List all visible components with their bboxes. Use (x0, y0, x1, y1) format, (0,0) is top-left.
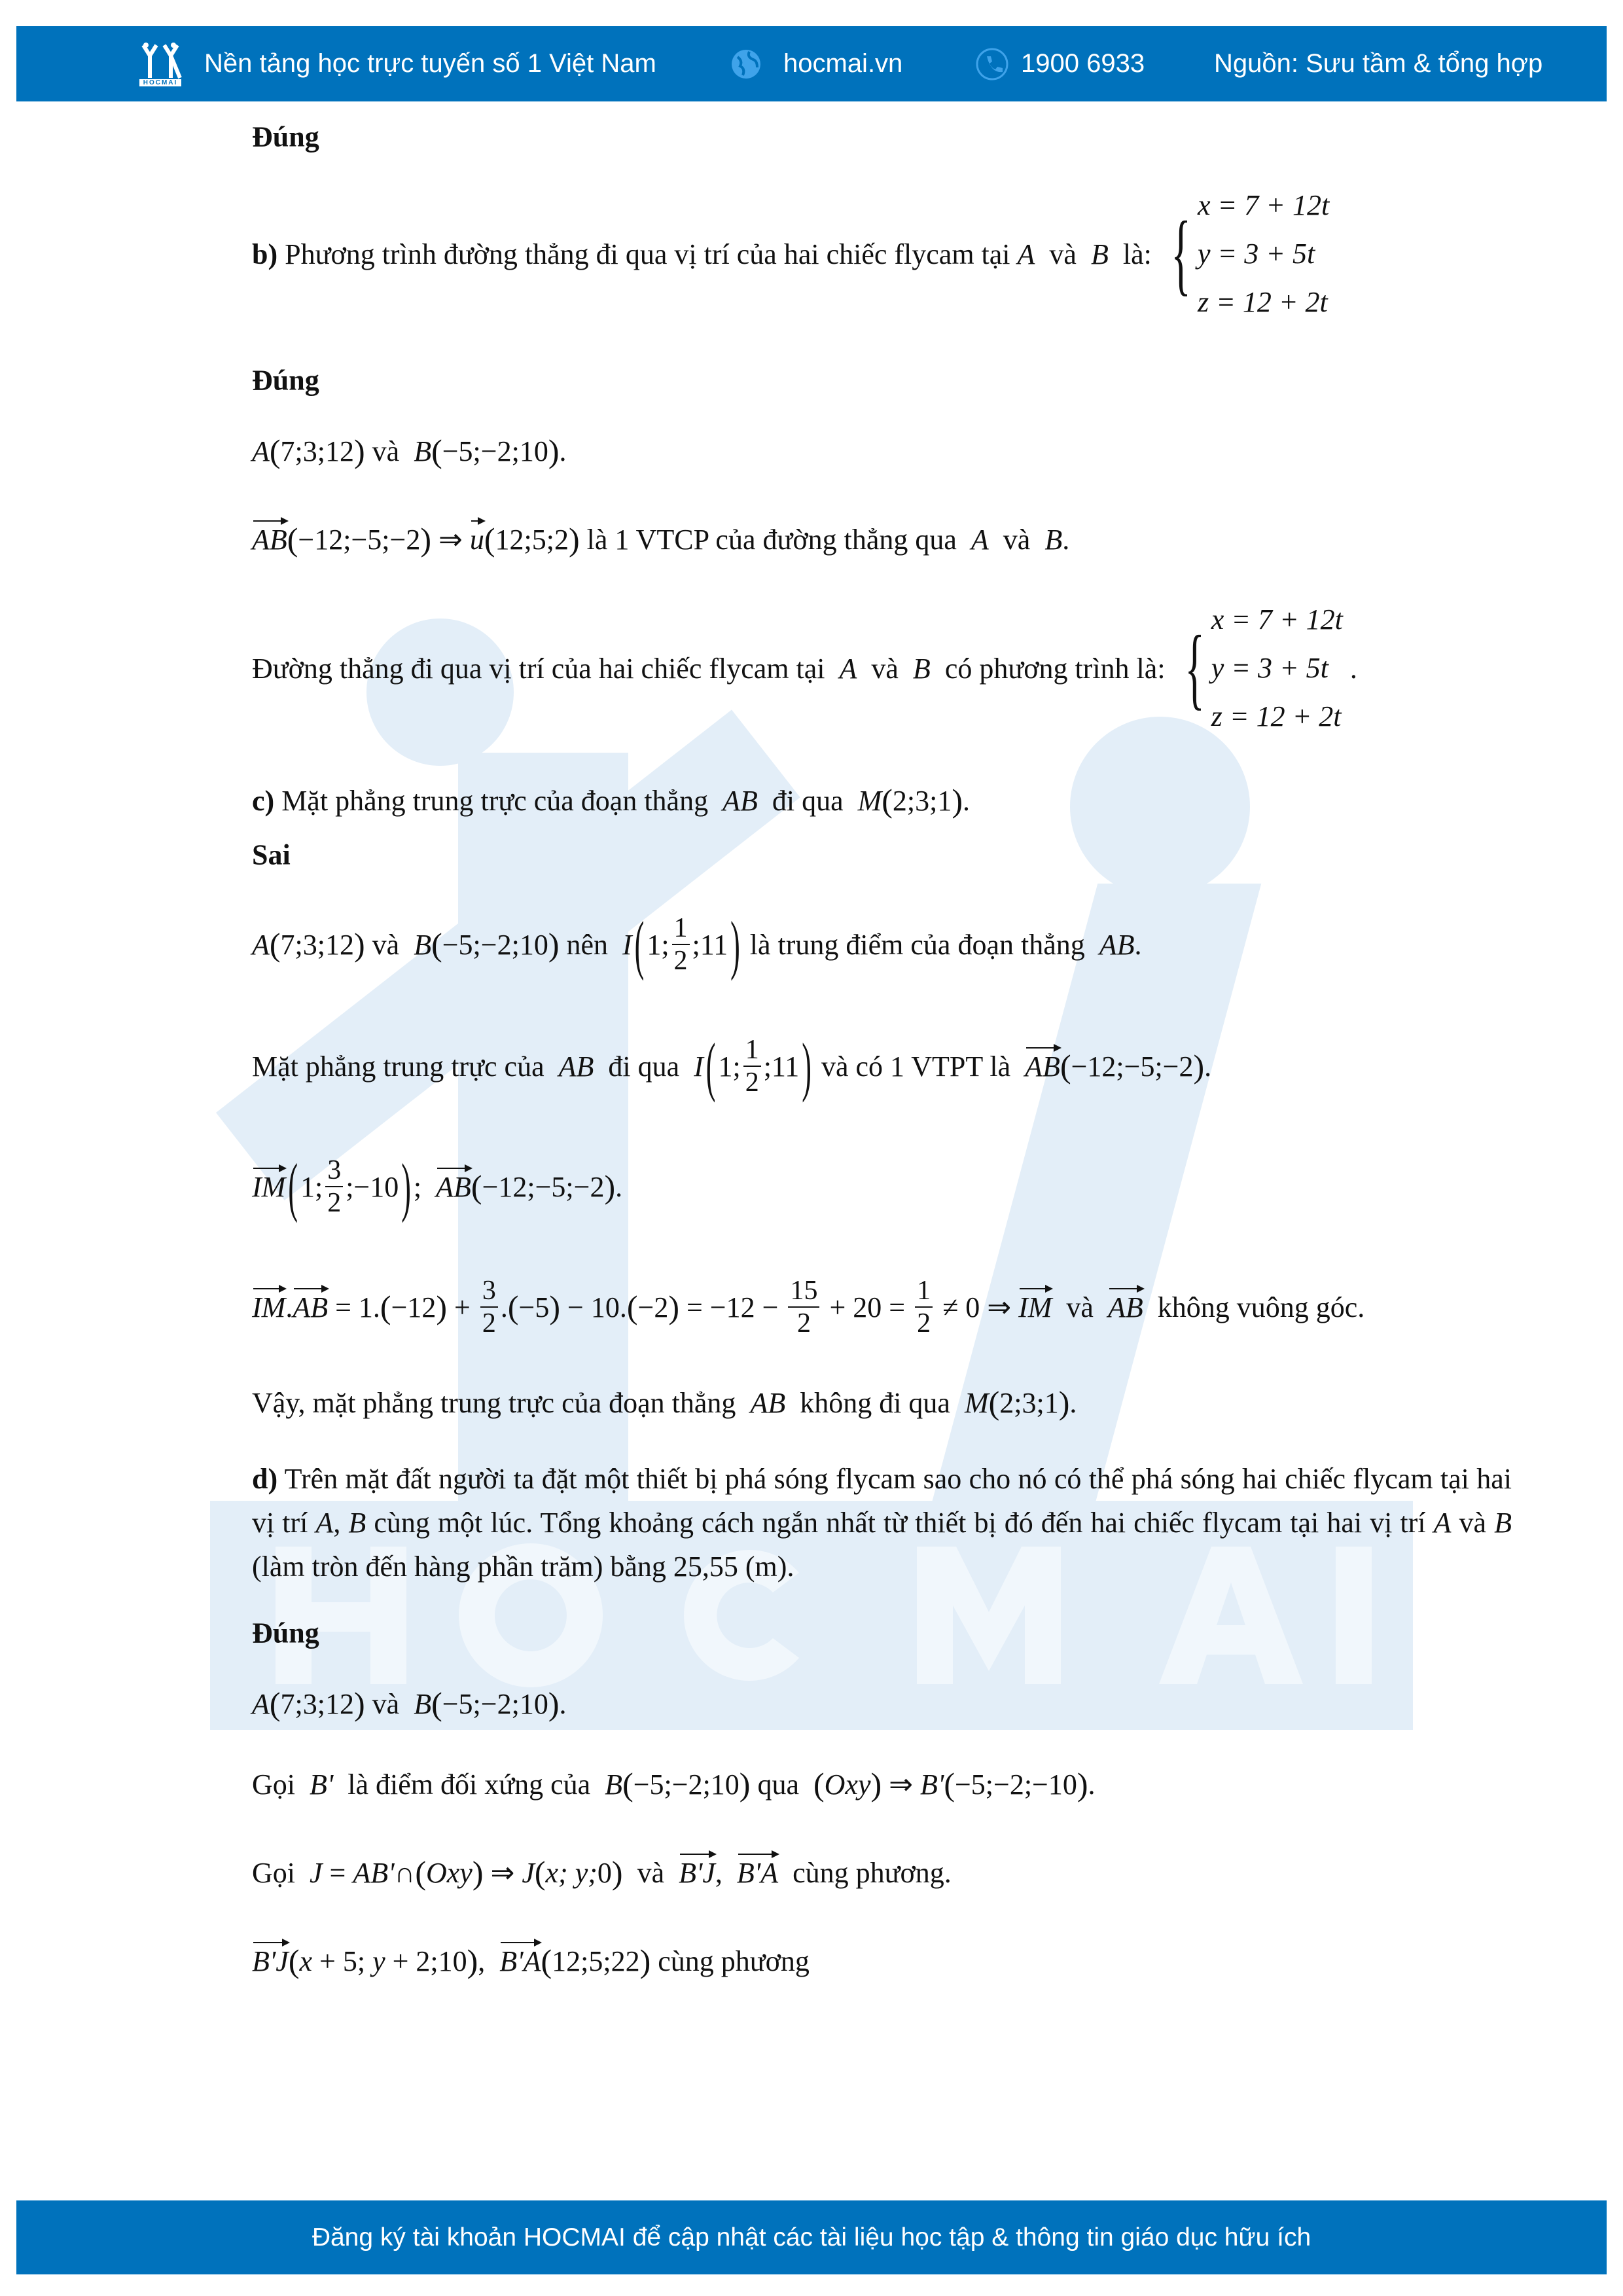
bold-label: d) (252, 1463, 278, 1495)
math-symbol: J (522, 1856, 535, 1889)
parenthesis: ( (484, 521, 495, 558)
text-segment: và (622, 1856, 679, 1889)
solution-line (252, 520, 1069, 558)
math-symbol: A (252, 928, 270, 961)
globe-icon (730, 26, 762, 101)
text-segment: ;−10 (346, 1170, 399, 1203)
text-segment: đi qua (757, 784, 858, 817)
text-segment: là 1 VTCP của đường thẳng qua (579, 523, 971, 556)
system-rows (1211, 596, 1343, 741)
text-segment: −12;−5;−2 (482, 1170, 605, 1203)
parenthesis: ) (436, 1289, 448, 1325)
parenthesis: ) (568, 521, 580, 558)
solution-line (252, 596, 1357, 741)
text-segment: + 5; (312, 1945, 373, 1977)
text-segment: 2;3;1 (999, 1386, 1059, 1419)
text-segment: , (478, 1945, 500, 1977)
parenthesis: ) (952, 782, 963, 819)
text-segment: . (1062, 523, 1070, 556)
math-symbol: A (252, 1687, 270, 1720)
text-segment: và (365, 435, 414, 467)
vector-symbol: AB (436, 1170, 471, 1203)
text-segment: Đường thẳng đi qua vị trí của hai chiếc flycam tại (252, 652, 840, 685)
math-symbol: y (372, 1945, 385, 1977)
text-segment: 0 (597, 1856, 612, 1889)
math-symbol: M (857, 784, 882, 817)
math-symbol: M (964, 1386, 989, 1419)
text-segment: −5 (518, 1291, 550, 1323)
math-symbol: A (839, 652, 857, 685)
vector-symbol: AB (1025, 1050, 1060, 1083)
text-segment: Mặt phẳng trung trực của đoạn thẳng (274, 784, 723, 817)
text-segment: Vậy, mặt phẳng trung trực của đoạn thẳng (252, 1386, 751, 1419)
text-segment: 1; (647, 928, 669, 961)
text-segment: cùng một lúc. Tổng khoảng cách ngắn nhất từ thiết bị đó đến hai chiếc flycam tại hai vị trí (366, 1507, 1434, 1539)
text-segment: . (615, 1170, 623, 1203)
parenthesis: ( (269, 1685, 281, 1722)
parenthesis: ) (870, 1766, 882, 1803)
text-segment: là: (1108, 238, 1159, 270)
math-symbol: B (912, 652, 931, 685)
fraction-numerator: 1 (915, 1275, 933, 1308)
bold-label: Đúng (252, 364, 319, 397)
parenthesis: ) (1077, 1766, 1088, 1803)
text-segment: . (963, 784, 971, 817)
text-segment: = (322, 1856, 353, 1889)
part-d-statement (252, 1457, 1512, 1588)
parenthesis: ) (611, 1854, 623, 1891)
website-link[interactable]: hocmai.vn (783, 49, 903, 78)
parenthesis: ( (534, 1854, 546, 1891)
text-segment: , (715, 1856, 737, 1889)
math-symbol: B (605, 1768, 623, 1801)
math-symbol: Oxy (425, 1856, 473, 1889)
fraction-numerator: 1 (743, 1034, 761, 1067)
system-equation: y = 3 + 5t (1211, 652, 1329, 684)
tall-parenthesis: ( (288, 1149, 298, 1224)
text-segment: −5;−2;10 (442, 435, 548, 467)
text-segment: (làm tròn đến hàng phần trăm) bằng 25,55 (m). (252, 1551, 794, 1583)
tall-parenthesis: ( (634, 907, 645, 982)
parenthesis: ( (622, 1766, 633, 1803)
text-segment: và (857, 652, 913, 685)
text-segment: ≠ 0 ⇒ (935, 1291, 1019, 1323)
text-segment: . (500, 1291, 508, 1323)
fraction-denominator: 2 (917, 1308, 931, 1338)
header-slogan: Nền tảng học trực tuyến số 1 Việt Nam (204, 49, 656, 78)
parenthesis: ) (354, 1685, 365, 1722)
math-symbol: x; y; (545, 1856, 597, 1889)
text-segment: 7;3;12 (280, 928, 354, 961)
text-segment: 2;3;1 (892, 784, 952, 817)
system-equation: y = 3 + 5t (1198, 238, 1315, 270)
parenthesis: ) (420, 521, 431, 558)
solution-line (252, 907, 1142, 982)
parenthesis: ( (813, 1766, 825, 1803)
math-symbol: B (348, 1507, 366, 1539)
math-symbol: B (414, 435, 432, 467)
parenthesis: ) (472, 1854, 484, 1891)
text-segment: Gọi (252, 1856, 310, 1889)
footer-text[interactable]: Đăng ký tài khoản HOCMAI để cập nhật các tài liệu học tập & thông tin giáo dục hữu ích (312, 2223, 1311, 2251)
math-symbol: I (694, 1050, 704, 1083)
text-segment: ; (413, 1170, 437, 1203)
text-segment: Gọi (252, 1768, 310, 1801)
fraction-denominator: 2 (745, 1067, 759, 1098)
solution-line (252, 181, 1329, 327)
text-segment: cùng phương (651, 1945, 810, 1977)
math-symbol: I (622, 928, 632, 961)
text-segment: −12;−5;−2 (1071, 1050, 1194, 1083)
parenthesis: ) (1058, 1384, 1070, 1421)
solution-line (252, 1685, 566, 1723)
solution-line (252, 120, 319, 154)
solution-line (252, 1029, 1212, 1103)
text-segment: ;11 (692, 928, 728, 961)
vector-symbol: IM (252, 1291, 286, 1323)
text-segment: Phương trình đường thẳng đi qua vị trí của hai chiếc flycam tại (277, 238, 1018, 270)
parenthesis: ( (882, 782, 893, 819)
parenthesis: ) (354, 926, 365, 963)
fraction-numerator: 3 (325, 1155, 343, 1187)
fraction-denominator: 2 (482, 1308, 496, 1338)
math-symbol: Oxy (824, 1768, 871, 1801)
vector-symbol: B'J (252, 1945, 289, 1977)
vector-symbol: B'J (679, 1856, 715, 1889)
fraction (325, 1155, 343, 1219)
parenthesis: ) (639, 1943, 651, 1979)
solution-line (252, 838, 291, 872)
parenthesis: ) (354, 433, 365, 469)
text-segment: 1; (300, 1170, 323, 1203)
text-segment: qua (750, 1768, 813, 1801)
text-segment: . (1069, 1386, 1077, 1419)
parenthesis: ( (988, 1384, 1000, 1421)
parenthesis: ) (548, 433, 560, 469)
fraction-numerator: 15 (788, 1275, 819, 1308)
system-equation: x = 7 + 12t (1211, 603, 1343, 636)
math-symbol: AB' (353, 1856, 395, 1889)
solution-line (252, 781, 970, 819)
parenthesis: ( (288, 1943, 300, 1979)
text-segment: 12;5;22 (552, 1945, 640, 1977)
vector-symbol: u (469, 523, 484, 556)
text-segment: nên (559, 928, 622, 961)
fraction-denominator: 2 (673, 946, 688, 976)
solution-line (252, 1942, 810, 1980)
tall-parenthesis: ) (802, 1029, 812, 1103)
text-segment: −5;−2;10 (442, 1687, 548, 1720)
math-symbol: AB (722, 784, 758, 817)
parenthesis: ( (431, 433, 442, 469)
watermark-circle-right (1070, 717, 1250, 897)
text-segment: . (1088, 1768, 1096, 1801)
math-symbol: B' (310, 1768, 334, 1801)
text-segment: 1; (718, 1050, 741, 1083)
text-segment: không vuông góc. (1143, 1291, 1365, 1323)
text-segment: và có 1 VTPT là (813, 1050, 1026, 1083)
logo-text: HOCMAI (139, 79, 182, 86)
fraction (915, 1275, 933, 1339)
vector-symbol: B'A (736, 1856, 779, 1889)
fraction-numerator: 3 (480, 1275, 498, 1308)
fraction-numerator: 1 (672, 912, 690, 945)
vector-symbol: AB (293, 1291, 329, 1323)
parenthesis: ( (626, 1289, 638, 1325)
vector-symbol: AB (252, 523, 287, 556)
solution-line (252, 364, 319, 397)
text-segment: . (1134, 928, 1142, 961)
math-symbol: AB (558, 1050, 594, 1083)
text-segment: và (1035, 238, 1091, 270)
math-symbol: A (252, 435, 270, 467)
parenthesis: ( (269, 433, 281, 469)
text-segment: . (559, 435, 567, 467)
text-segment: 7;3;12 (280, 1687, 354, 1720)
system-rows (1198, 181, 1329, 327)
left-brace: { (1185, 617, 1205, 719)
parenthesis: ) (548, 926, 560, 963)
math-symbol: B (414, 1687, 432, 1720)
left-brace: { (1171, 203, 1191, 304)
math-symbol: B (414, 928, 432, 961)
text-segment: ⇒ (431, 523, 470, 556)
parenthesis: ) (668, 1289, 679, 1325)
text-segment: −12;−5;−2 (298, 523, 421, 556)
math-symbol: B (1494, 1507, 1512, 1539)
text-segment: ∩ (394, 1856, 416, 1889)
solution-line (252, 1617, 319, 1650)
footer-bar (16, 2200, 1607, 2274)
fraction-denominator: 2 (327, 1188, 342, 1218)
vector-symbol: IM (1018, 1291, 1052, 1323)
header-bar (16, 26, 1607, 101)
source-note: Nguồn: Sưu tầm & tổng hợp (1214, 49, 1543, 78)
text-segment: . (559, 1687, 567, 1720)
solution-line (252, 1149, 623, 1224)
tall-parenthesis: ) (401, 1149, 411, 1224)
text-segment: −2 (637, 1291, 669, 1323)
text-segment: ⇒ (483, 1856, 522, 1889)
fraction (788, 1275, 819, 1339)
math-symbol: x (299, 1945, 313, 1977)
text-segment: là trung điểm của đoạn thẳng (742, 928, 1099, 961)
parenthesis: ( (507, 1289, 519, 1325)
text-segment: −5;−2;10 (633, 1768, 740, 1801)
text-segment: −5;−2;10 (442, 928, 548, 961)
math-symbol: AB (750, 1386, 786, 1419)
vector-symbol: B'A (499, 1945, 541, 1977)
math-symbol: A (1017, 238, 1035, 270)
parenthesis: ( (415, 1854, 426, 1891)
math-symbol: B (1044, 523, 1063, 556)
phone-number[interactable]: 1900 6933 (1021, 49, 1145, 78)
text-segment: ;11 (763, 1050, 800, 1083)
text-segment: và (1451, 1507, 1495, 1539)
system-equation: z = 12 + 2t (1211, 700, 1342, 732)
text-segment: và (365, 1687, 414, 1720)
phone-icon (975, 26, 1009, 101)
math-symbol: B (1090, 238, 1109, 270)
math-symbol: J (310, 1856, 323, 1889)
parenthesis: ( (287, 521, 298, 558)
text-segment: và (365, 928, 414, 961)
solution-line (252, 1384, 1077, 1422)
equation-system (1173, 596, 1343, 741)
vector-symbol: IM (252, 1170, 286, 1203)
solution-line (252, 1854, 952, 1892)
text-segment: 7;3;12 (280, 435, 354, 467)
parenthesis: ( (431, 926, 442, 963)
parenthesis: ) (549, 1289, 561, 1325)
text-segment: và (988, 523, 1045, 556)
text-segment: là điểm đối xứng của (333, 1768, 605, 1801)
system-equation: z = 12 + 2t (1198, 286, 1328, 318)
parenthesis: ) (739, 1766, 751, 1803)
text-segment: + 2;10 (385, 1945, 467, 1977)
text-segment: Trên mặt đất người ta đặt một thiết bị phá sóng flycam sao cho nó có thể phá sóng hai chiếc flycam tại hai vị trí (252, 1463, 1512, 1539)
text-segment: −5;−2;−10 (954, 1768, 1077, 1801)
text-segment: và (1052, 1291, 1108, 1323)
math-symbol: A (971, 523, 989, 556)
text-segment: . (1204, 1050, 1212, 1083)
equation-system (1159, 181, 1329, 327)
math-symbol: B' (920, 1768, 944, 1801)
bold-label: b) (252, 238, 278, 270)
parenthesis: ) (604, 1168, 616, 1205)
text-segment: Mặt phẳng trung trực của (252, 1050, 559, 1083)
tall-parenthesis: ( (705, 1029, 716, 1103)
text-segment: có phương trình là: (930, 652, 1173, 685)
bold-label: c) (252, 784, 275, 817)
vector-symbol: AB (1107, 1291, 1143, 1323)
text-segment: + 20 = (822, 1291, 913, 1323)
text-segment: , (333, 1507, 349, 1539)
math-symbol: A (315, 1507, 334, 1539)
bold-label: Sai (252, 838, 291, 871)
fraction (672, 912, 690, 977)
math-symbol: AB (1099, 928, 1135, 961)
parenthesis: ) (1193, 1048, 1205, 1085)
fraction-denominator: 2 (796, 1308, 811, 1338)
bold-label: Đúng (252, 120, 319, 153)
solution-line (252, 1765, 1096, 1803)
text-segment: cùng phương. (778, 1856, 952, 1889)
parenthesis: ) (548, 1685, 560, 1722)
parenthesis: ( (944, 1766, 955, 1803)
text-segment: −12 (391, 1291, 437, 1323)
text-segment: + (447, 1291, 478, 1323)
text-segment: = 1. (328, 1291, 380, 1323)
bold-label: Đúng (252, 1617, 319, 1649)
fraction (480, 1275, 498, 1339)
fraction (743, 1034, 761, 1098)
text-segment: = −12 − (679, 1291, 786, 1323)
text-segment: − 10. (560, 1291, 627, 1323)
text-segment: . (1342, 652, 1357, 685)
parenthesis: ( (471, 1168, 482, 1205)
system-equation: x = 7 + 12t (1198, 189, 1330, 221)
hocmai-logo[interactable] (134, 26, 187, 101)
solution-line (252, 1275, 1364, 1339)
math-symbol: A (1433, 1507, 1452, 1539)
logo-figure-icon (134, 41, 187, 79)
parenthesis: ( (1060, 1048, 1071, 1085)
text-segment: 12;5;2 (495, 523, 569, 556)
parenthesis: ( (541, 1943, 552, 1979)
parenthesis: ( (431, 1685, 442, 1722)
tall-parenthesis: ) (730, 907, 740, 982)
parenthesis: ( (269, 926, 281, 963)
text-segment: đi qua (594, 1050, 694, 1083)
solution-line (252, 432, 566, 470)
text-segment: ⇒ (882, 1768, 921, 1801)
parenthesis: ) (467, 1943, 478, 1979)
text-segment: không đi qua (785, 1386, 965, 1419)
parenthesis: ( (380, 1289, 391, 1325)
text-segment: . (285, 1291, 293, 1323)
